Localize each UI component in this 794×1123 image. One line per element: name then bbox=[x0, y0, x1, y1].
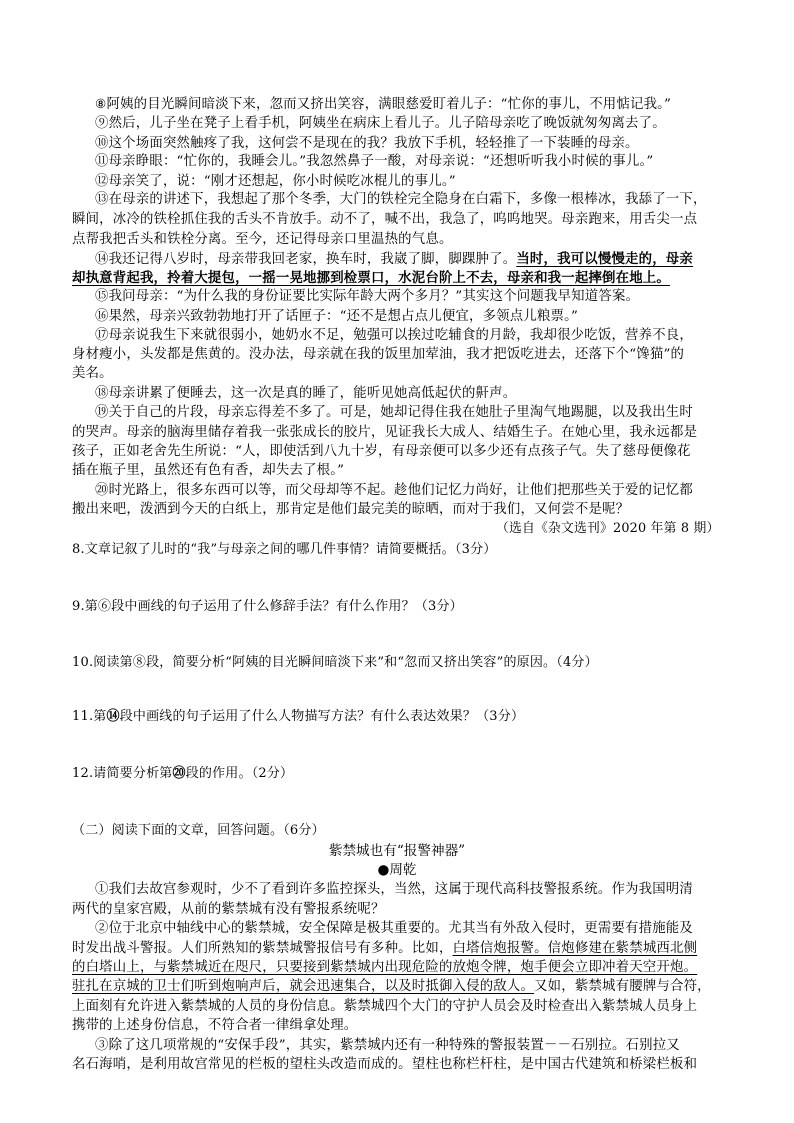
paragraph-number: ② bbox=[95, 921, 109, 936]
paragraph-number: ⑨ bbox=[95, 116, 109, 131]
p2-paragraph-1-line-2: 两代的皇家宫殿，从前的紫禁城有没有警报系统呢？ bbox=[72, 902, 385, 917]
paragraph-10: ⑩这个场面突然触疼了我，这何尝不是现在的我？我放下手机，轻轻推了一下装睡的母亲。 bbox=[95, 136, 639, 151]
paragraph-17-line-2: 身材瘦小，头发都是焦黄的。没办法，母亲就在我的饭里加荤油，我才把饭吃进去，还落下个“馋猫”的 bbox=[72, 347, 685, 362]
paragraph-8: ⑧阿姨的目光瞬间暗淡下来，忽而又挤出笑容，满眼慈爱盯着儿子：“忙你的事儿，不用惦记我。” bbox=[95, 96, 672, 112]
paragraph-19-line-2: 的哭声。母亲的脑海里储存着我一张张成长的胶片，见证我长大成人、结婚生子。在她心里，我永远都是 bbox=[72, 425, 698, 440]
question-12: 12.请简要分析第⑳段的作用。（2分） bbox=[72, 766, 294, 781]
paragraph-9: ⑨然后，儿子坐在凳子上看手机，阿姨坐在病床上看儿子。儿子陪母亲吃了晚饭就匆匆离去了。 bbox=[95, 116, 666, 131]
paragraph-13-line-3: 点帮我把舌头和铁栓分离。至今，还记得母亲口里温热的气息。 bbox=[72, 232, 453, 247]
paragraph-number: ⑮ bbox=[95, 289, 109, 304]
p2-paragraph-3-line-2: 名石海哨，是利用故宫常见的栏板的望柱头改造而成的。望柱也称栏杆柱，是中国古代建筑和桥梁栏板和 bbox=[72, 1057, 698, 1072]
paragraph-13-line-2: 瞬间，冰冷的铁栓抓住我的舌头不肯放手。动不了，喊不出，我急了，呜呜地哭。母亲跑来，用舌尖一点 bbox=[72, 212, 698, 227]
paragraph-number: ⑧ bbox=[95, 96, 107, 111]
article-author: ●周乾 bbox=[377, 862, 417, 878]
paragraph-20-line-1: ⑳时光路上，很多东西可以等，而父母却等不起。趁他们记忆力尚好，让他们把那些关于爱的记忆都 bbox=[95, 483, 693, 498]
question-10: 10.阅读第⑧段，简要分析“阿姨的目光瞬间暗淡下来”和“忽而又挤出笑容”的原因。（4分） bbox=[72, 655, 598, 670]
paragraph-17-line-1: ⑰母亲说我生下来就很弱小，她奶水不足，勉强可以挨过吃辅食的月龄，我却很少吃饭，营养不良， bbox=[95, 328, 693, 343]
paragraph-20-line-2: 搬出来吧，泼洒到今天的白纸上，那肯定是他们最完美的晾晒，而对于我们，又何尝不是呢？ bbox=[72, 502, 630, 517]
p2-paragraph-2-line-4: 驻扎在京城的卫士们听到炮响声后，就会迅速集合，以及时抵御入侵的敌人。又如，紫禁城有腰牌与合符， bbox=[72, 979, 711, 994]
paragraph-number: ⑳ bbox=[95, 483, 109, 498]
p2-paragraph-2-line-6: 携带的上述身份信息，不符合者一律缉拿处理。 bbox=[72, 1018, 358, 1033]
p2-paragraph-3-line-1: ③除了这几项常规的“安保手段”，其实，紫禁城内还有一种特殊的警报装置－－石别拉。石别拉又 bbox=[95, 1038, 680, 1053]
source-citation: （选自《杂文选刊》2020 年第 8 期） bbox=[496, 521, 720, 536]
paragraph-number: ⑭ bbox=[95, 252, 109, 267]
paragraph-13-line-1: ⑬在母亲的讲述下，我想起了那个冬季，大门的铁栓完全隐身在白霜下，多像一根棒冰，我舔了一下， bbox=[95, 192, 707, 207]
paragraph-number: ⑯ bbox=[95, 309, 109, 324]
paragraph-11: ⑪母亲睁眼：“忙你的，我睡会儿。”我忽然鼻子一酸，对母亲说：“还想听听我小时候的事儿。” bbox=[95, 154, 654, 169]
paragraph-number: ⑳ bbox=[172, 766, 186, 781]
paragraph-16: ⑯果然，母亲兴致勃勃地打开了话匣子：“还不是想占点儿便宜，多领点儿粮票。” bbox=[95, 309, 579, 324]
paragraph-17-line-3: 美名。 bbox=[72, 366, 113, 381]
paragraph-number: ⑬ bbox=[95, 192, 109, 207]
paragraph-number: ⑫ bbox=[95, 174, 109, 189]
underlined-sentence: 驻扎在京城的卫士们听到炮响声后，就会迅速集合，以及时抵御入侵的敌人。 bbox=[72, 979, 535, 994]
paragraph-14-line-2: 却执意背起我，拎着大提包，一摇一晃地挪到检票口，水泥台阶上不去，母亲和我一起摔倒在地上。 bbox=[72, 270, 670, 286]
paragraph-18: ⑱母亲讲累了便睡去，这一次是真的睡了，能听见她高低起伏的鼾声。 bbox=[95, 386, 517, 401]
underlined-sentence: 当时，我可以慢慢走的，母亲 bbox=[516, 251, 693, 267]
paragraph-number: ⑲ bbox=[95, 405, 109, 420]
paragraph-number: ⑩ bbox=[95, 136, 109, 151]
question-8: 8.文章记叙了儿时的“我”与母亲之间的哪几件事情？请简要概括。（3分） bbox=[72, 542, 497, 557]
paragraph-12: ⑫母亲笑了，说：“刚才还想起，你小时候吃冰棍儿的事儿。” bbox=[95, 174, 456, 189]
section-intro: （二）阅读下面的文章，回答问题。（6分） bbox=[72, 823, 325, 838]
p2-paragraph-2-line-3: 的白塔山上，与紫禁城近在咫尺，只要接到紫禁城内出现危险的放炮令牌，炮手便会立即冲着天空开炮。 bbox=[72, 960, 698, 975]
p2-paragraph-2-line-2: 时发出战斗警报。人们所熟知的紫禁城警报信号有多种。比如，白塔信炮报警。信炮修建在紫禁城西北侧 bbox=[72, 941, 698, 956]
paragraph-19-line-1: ⑲关于自己的片段，母亲忘得差不多了。可是，她却记得住我在她肚子里淘气地踢腿，以及我出生时 bbox=[95, 405, 693, 420]
paragraph-number: ⑪ bbox=[95, 154, 109, 169]
paragraph-14-line-1: ⑭我还记得八岁时，母亲带我回老家，换车时，我崴了脚，脚踝肿了。当时，我可以慢慢走的，母亲 bbox=[95, 251, 693, 267]
paragraph-number: ⑰ bbox=[95, 328, 109, 343]
paragraph-number: ③ bbox=[95, 1038, 109, 1053]
paragraph-number: ⑱ bbox=[95, 386, 109, 401]
p2-paragraph-2-line-5: 上面刻有允许进入紫禁城的人员的身份信息。紫禁城四个大门的守护人员会及时检查出入紫禁城人员身上 bbox=[72, 999, 698, 1014]
p2-paragraph-1-line-1: ①我们去故宫参观时，少不了看到许多监控探头，当然，这属于现代高科技警报系统。作为我国明清 bbox=[95, 882, 693, 897]
paragraph-19-line-4: 插在瓶子里，虽然还有色有香，却失去了根。” bbox=[72, 463, 345, 478]
paragraph-number: ① bbox=[95, 882, 109, 897]
underlined-sentence: 白塔信炮报警。信炮修建在紫禁城西北侧 bbox=[452, 941, 698, 956]
paragraph-19-line-3: 孩子，正如老舍先生所说：“人，即使活到八九十岁，有母亲便可以多少还有点孩子气。失了慈母便像花 bbox=[72, 444, 691, 459]
article-title: 紫禁城也有“报警神器” bbox=[328, 843, 466, 859]
question-11: 11.第⑭段中画线的句子运用了什么人物描写方法？有什么表达效果？（3分） bbox=[72, 709, 525, 724]
paragraph-number: ⑭ bbox=[106, 709, 120, 724]
paragraph-15: ⑮我问母亲：“为什么我的身份证要比实际年龄大两个多月？”其实这个问题我早知道答案。 bbox=[95, 289, 640, 304]
question-9: 9.第⑥段中画线的句子运用了什么修辞手法？有什么作用？（3分） bbox=[72, 599, 463, 614]
p2-paragraph-2-line-1: ②位于北京中轴线中心的紫禁城，安全保障是极其重要的。尤其当有外敌入侵时，更需要有措施能及 bbox=[95, 921, 693, 936]
